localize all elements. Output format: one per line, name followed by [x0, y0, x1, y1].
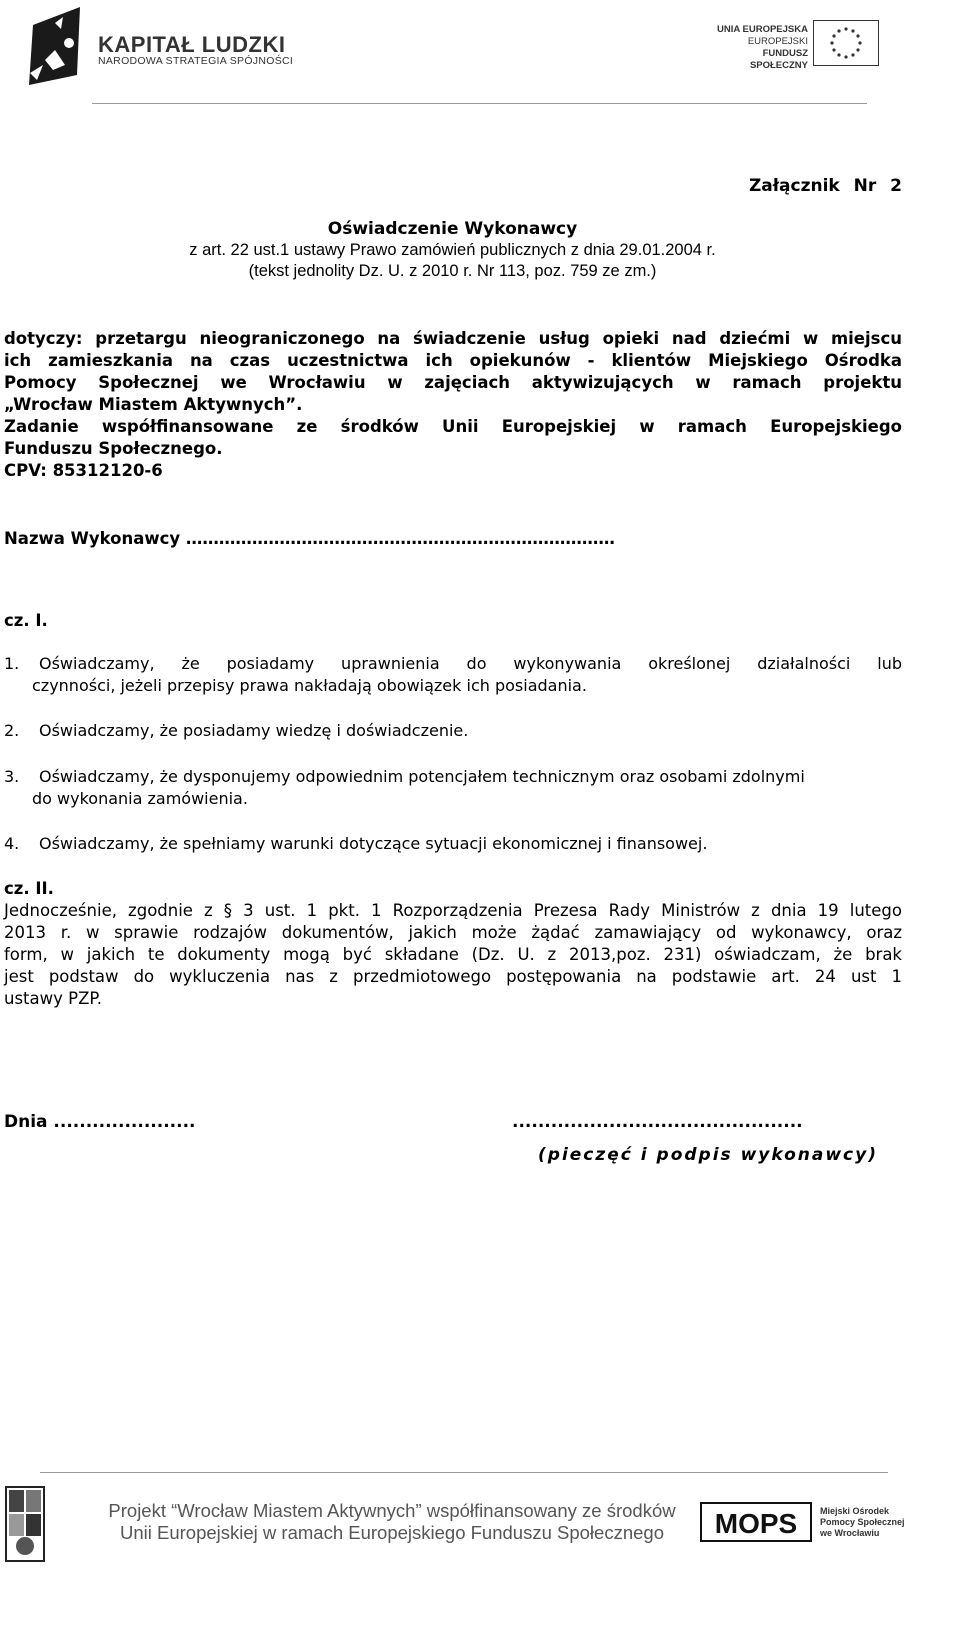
item-number: 2. [4, 721, 20, 740]
mops-logo-text: MOPS [714, 1508, 798, 1539]
item-text-line-2: czynności, jeżeli przepisy prawa nakładają obowiązek ich posiadania. [32, 676, 587, 695]
date-field: Dnia ...................... [4, 1112, 196, 1132]
document-subtitle-1: z art. 22 ust.1 ustawy Prawo zamówień publicznych z dnia 29.01.2004 r. [189, 241, 716, 259]
item-number: 1. [4, 654, 20, 673]
concerns-line-3: Pomocy Społecznej we Wrocławiu w zajęciach aktywizujących w ramach projektu [4, 373, 902, 392]
header-divider [92, 103, 867, 104]
declaration-item-3 [4, 766, 902, 810]
kapital-ludzki-title: KAPITAŁ LUDZKI [98, 32, 286, 57]
signature-line: ............................................. [512, 1112, 803, 1132]
item-number: 3. [4, 767, 20, 786]
part-1-heading: cz. I. [4, 611, 48, 630]
eu-flag-icon [813, 20, 879, 66]
part-2-line-2: 2013 r. w sprawie rodzajów dokumentów, jakich może żądać zamawiający od wykonawcy, oraz [4, 923, 902, 942]
item-text-line-2: do wykonania zamówienia. [32, 789, 248, 808]
concerns-line-4: „Wrocław Miastem Aktywnych”. [4, 395, 303, 414]
declaration-item-4 [4, 833, 902, 855]
declaration-item-1 [4, 653, 902, 697]
item-number: 4. [4, 834, 20, 853]
eu-logo-line2: EUROPEJSKI [747, 36, 808, 47]
item-text-line-1: Oświadczamy, że posiadamy uprawnienia do wykonywania określonej działalności lub [39, 654, 902, 673]
funding-line-2: Funduszu Społecznego. [4, 439, 223, 458]
funding-line-1: Zadanie współfinansowane ze środków Unii Europejskiej w ramach Europejskiego [4, 417, 902, 436]
cpv-code: CPV: 85312120-6 [4, 461, 163, 480]
concerns-line-1: dotyczy: przetargu nieograniczonego na świadczenie usług opieki nad dziećmi w miejscu [4, 329, 902, 348]
part-2-line-1: Jednocześnie, zgodnie z § 3 ust. 1 pkt. 1 Rozporządzenia Prezesa Rady Ministrów z dnia 19 lutego [4, 901, 902, 920]
kapital-ludzki-logo-icon [25, 5, 85, 87]
signature-caption: (pieczęć i podpis wykonawcy) [538, 1145, 878, 1165]
declaration-item-2 [4, 720, 902, 742]
footer-divider [40, 1472, 888, 1473]
mops-line-2: Pomocy Społecznej [820, 1517, 905, 1527]
eu-logo-line1: UNIA EUROPEJSKA [717, 24, 808, 35]
attachment-number: Załącznik Nr 2 [748, 176, 902, 196]
mops-line-3: we Wrocławiu [820, 1528, 880, 1538]
footer-project-text [92, 1500, 692, 1544]
eu-logo-text [710, 24, 808, 72]
mops-name [820, 1506, 905, 1539]
concerns-line-2: ich zamieszkania na czas uczestnictwa ich opiekunów - klientów Miejskiego Ośrodka [4, 351, 902, 370]
kapital-ludzki-subtitle: NARODOWA STRATEGIA SPÓJNOŚCI [98, 55, 294, 67]
wroclaw-crest-icon [5, 1486, 45, 1562]
mops-line-1: Miejski Ośrodek [820, 1506, 890, 1516]
part-2-line-3: form, w jakich te dokumenty mogą być składane (Dz. U. z 2013,poz. 231) oświadczam, że brak [4, 945, 902, 964]
part-2-line-4: jest podstaw do wykluczenia nas z przedmiotowego postępowania na podstawie art. 24 ust 1 [4, 967, 902, 986]
item-text-line-1: Oświadczamy, że spełniamy warunki dotyczące sytuacji ekonomicznej i finansowej. [39, 834, 708, 853]
mops-logo-icon [700, 1502, 812, 1542]
document-subtitle-2: (tekst jednolity Dz. U. z 2010 r. Nr 113, poz. 759 ze zm.) [248, 262, 657, 280]
part-2-line-5: ustawy PZP. [4, 989, 103, 1008]
concerns-paragraph [4, 328, 902, 482]
footer-text-line-1: Projekt “Wrocław Miastem Aktywnych” współfinansowany ze środków [108, 1500, 676, 1521]
item-text-line-1: Oświadczamy, że posiadamy wiedzę i doświadczenie. [39, 721, 469, 740]
footer-text-line-2: Unii Europejskiej w ramach Europejskiego Funduszu Społecznego [120, 1522, 664, 1543]
document-title: Oświadczenie Wykonawcy [327, 219, 578, 239]
eu-logo-line3: FUNDUSZ SPOŁECZNY [749, 48, 808, 71]
part-2-paragraph [4, 900, 902, 1010]
contractor-name-field: Nazwa Wykonawcy …………………………………………………………………… [4, 529, 615, 548]
part-2-heading: cz. II. [4, 879, 54, 898]
item-text-line-1: Oświadczamy, że dysponujemy odpowiednim potencjałem technicznym oraz osobami zdolnymi [39, 767, 805, 786]
